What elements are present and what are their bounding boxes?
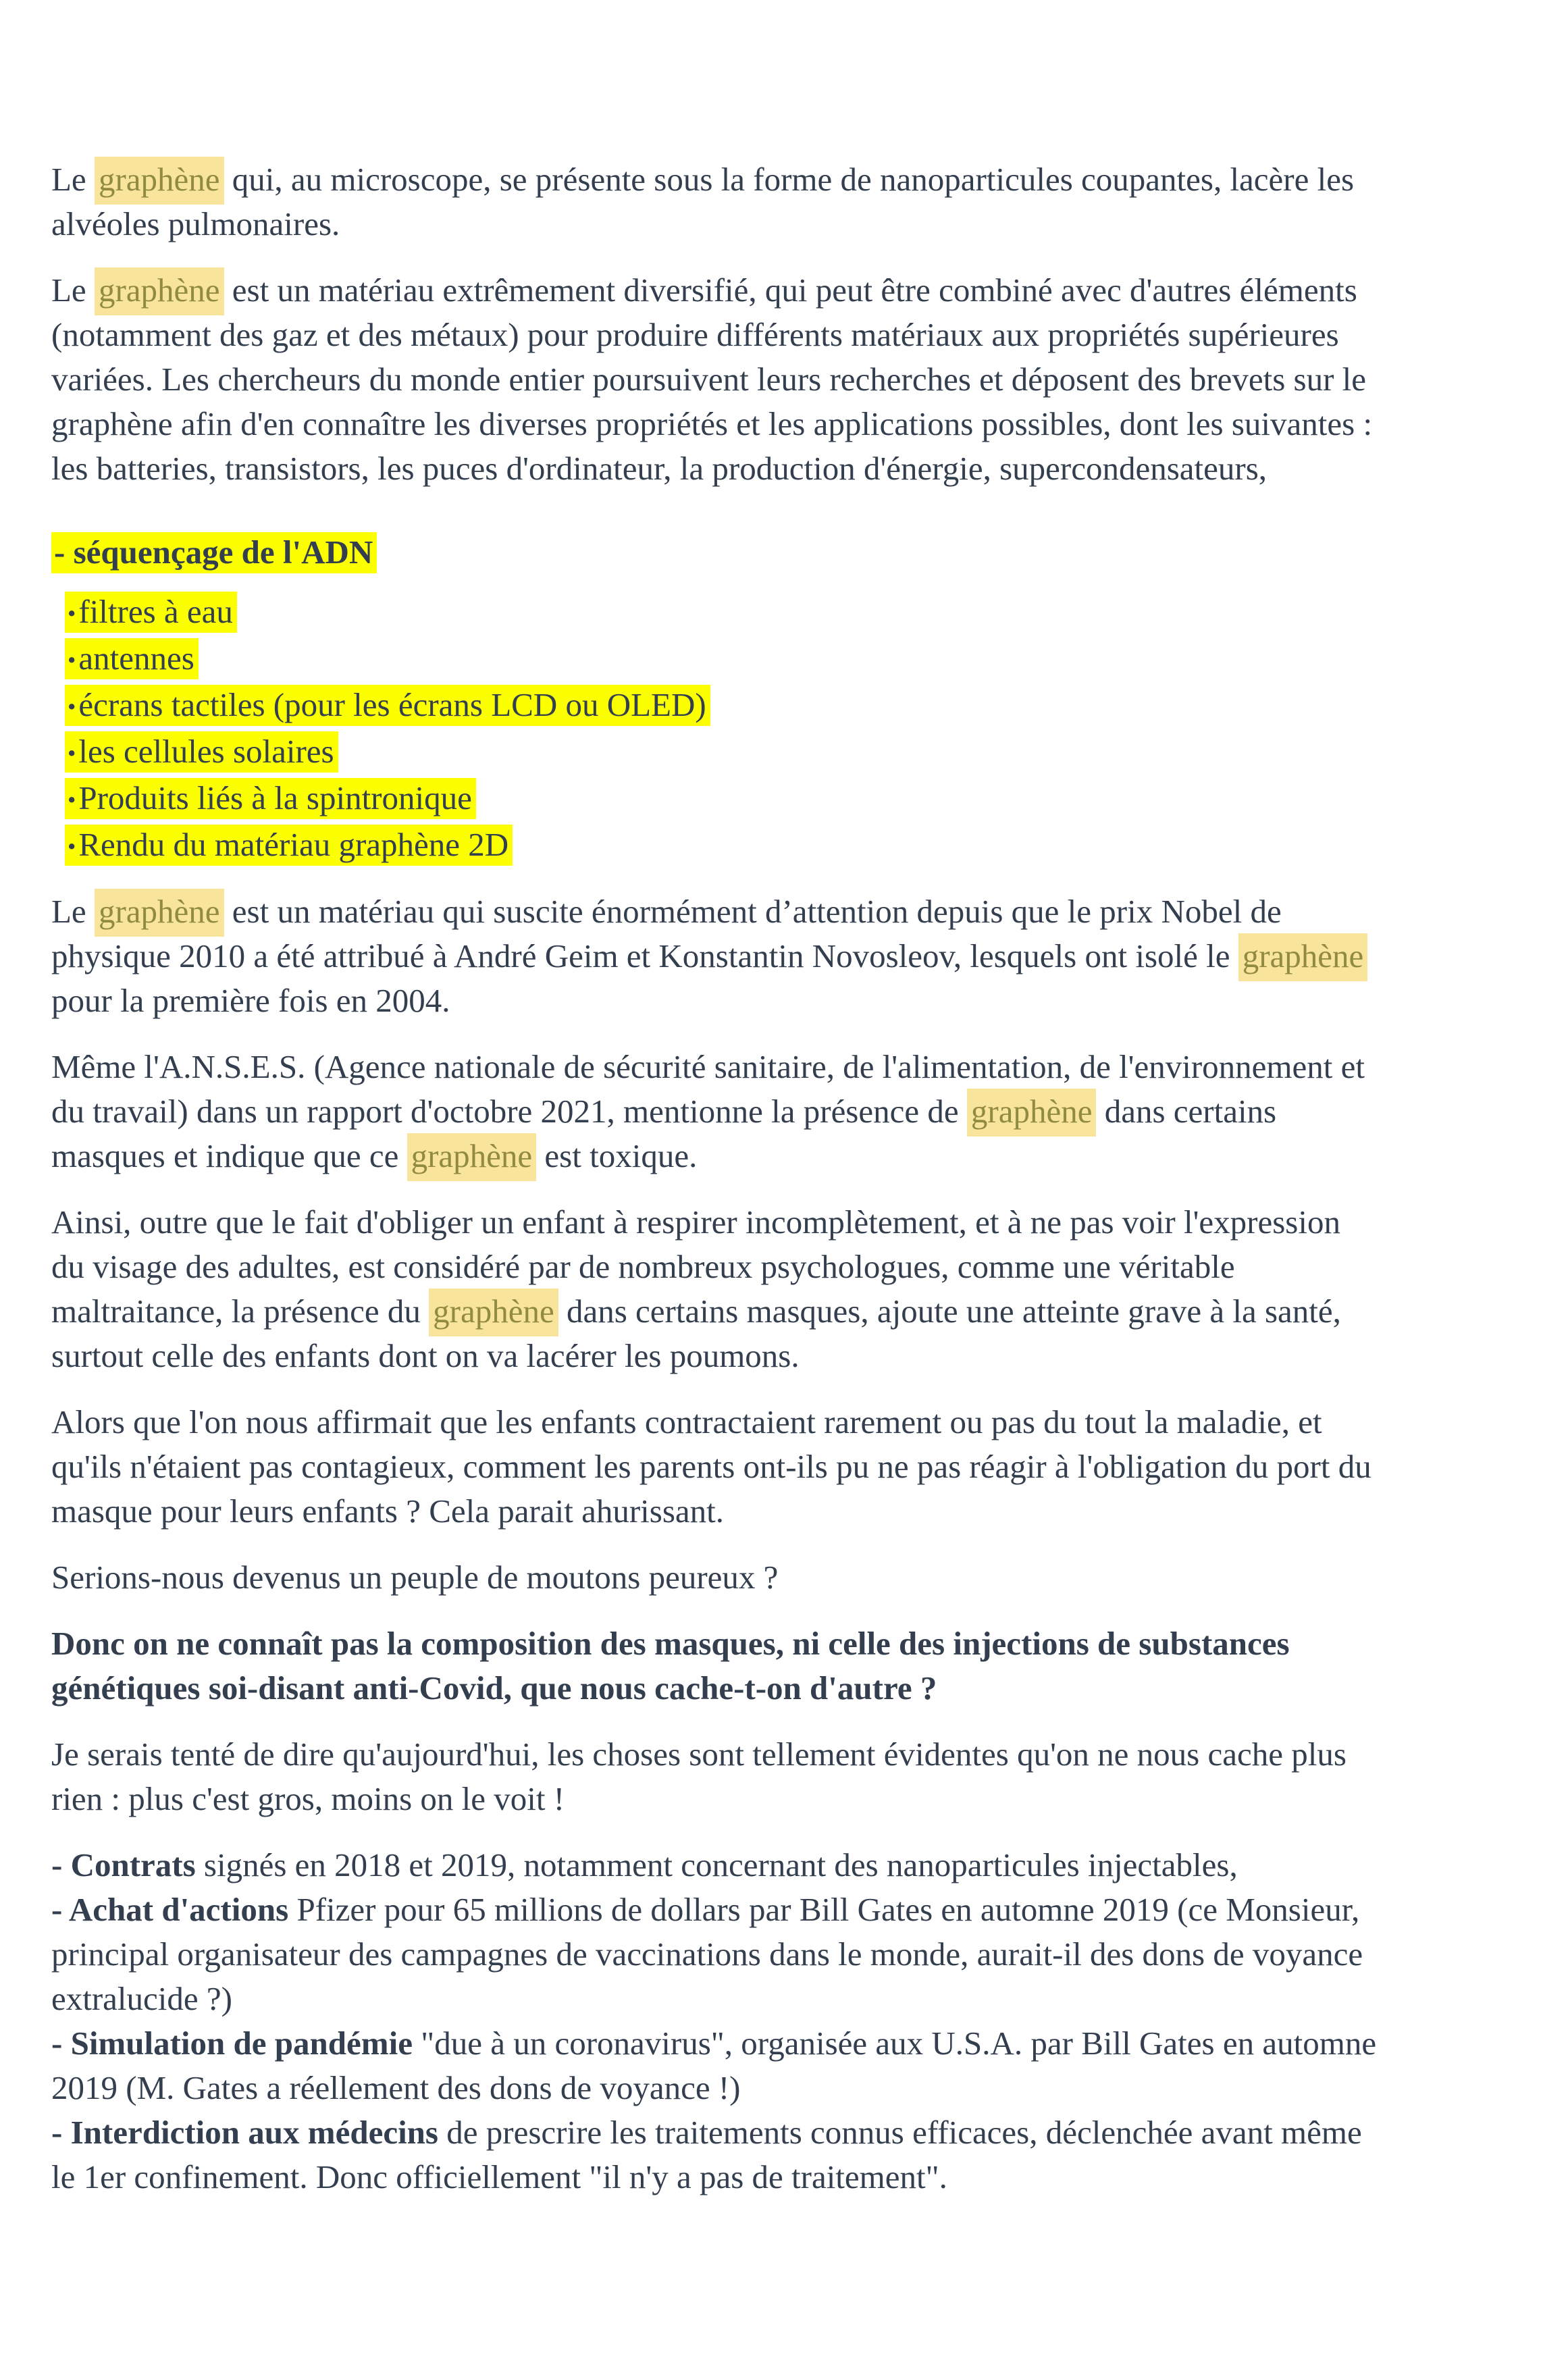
text-run: dans certains masques, ajoute une atteinte grave à la santé, surtout celle des enfants dont on va lacérer les poumons. xyxy=(51,1293,1341,1374)
document-content xyxy=(51,157,1378,2199)
soft-highlighted-term: graphène xyxy=(95,889,224,937)
bullet-icon: • xyxy=(68,787,76,813)
text-run: Le xyxy=(51,893,95,930)
list-item-label: écrans tactiles (pour les écrans LCD ou OLED) xyxy=(78,686,706,723)
soft-highlighted-term: graphène xyxy=(95,157,224,205)
list-accusations xyxy=(51,1843,1378,2199)
heading-sequencage-adn xyxy=(51,530,1378,575)
bright-highlighted-text xyxy=(65,778,476,819)
para-graphene-nanoparticules xyxy=(51,157,1378,246)
bright-highlighted-text xyxy=(65,592,237,633)
text-run: dans certains masques et indique que ce xyxy=(51,1093,1277,1174)
bright-highlighted-text xyxy=(65,685,710,726)
para-evidentes xyxy=(51,1732,1378,1821)
bold-text-run: - Achat d'actions xyxy=(51,1891,289,1928)
bullet-icon: • xyxy=(68,694,76,720)
para-maltraitance xyxy=(51,1200,1378,1378)
bold-text-run: - Interdiction aux médecins xyxy=(51,2114,438,2151)
text-run: de prescrire les traitements connus efficaces, déclenchée avant même le 1er confinement. Donc officiellement "il n'y a pas de traitement". xyxy=(51,2114,1362,2195)
list-item-label: les cellules solaires xyxy=(78,733,334,770)
list-item xyxy=(51,636,1378,683)
text-run: qui, au microscope, se présente sous la forme de nanoparticules coupantes, lacère les alvéoles pulmonaires. xyxy=(51,161,1355,242)
text-run: Alors que l'on nous affirmait que les enfants contractaient rarement ou pas du tout la maladie, et qu'ils n'étaient pas contagieux, comment les parents ont-ils pu ne pas réagir à l'obligation du port du masque pour leurs enfants ? Cela parait ahurissant. xyxy=(51,1403,1371,1530)
list-item-label: antennes xyxy=(78,640,194,677)
soft-highlighted-term: graphène xyxy=(407,1133,537,1181)
list-item xyxy=(51,590,1378,636)
soft-highlighted-term: graphène xyxy=(95,267,224,315)
bold-text-run: - Simulation de pandémie xyxy=(51,2025,413,2062)
list-item xyxy=(51,683,1378,729)
text-run: Le xyxy=(51,271,95,309)
list-item xyxy=(51,729,1378,776)
para-moutons-peureux xyxy=(51,1555,1378,1600)
soft-highlighted-term: graphène xyxy=(429,1288,558,1336)
bright-highlighted-text xyxy=(65,825,513,866)
text-run: pour la première fois en 2004. xyxy=(51,982,450,1019)
text-run: est toxique. xyxy=(536,1137,698,1174)
bright-highlighted-text: - séquençage de l'ADN xyxy=(51,532,377,573)
para-anses-rapport xyxy=(51,1045,1378,1178)
list-item-label: Rendu du matériau graphène 2D xyxy=(78,826,509,863)
para-prix-nobel xyxy=(51,889,1378,1023)
bullet-icon: • xyxy=(68,740,76,766)
bold-text-run: - Contrats xyxy=(51,1846,196,1883)
para-composition-masques xyxy=(51,1621,1378,1711)
text-run: Ainsi, outre que le fait d'obliger un enfant à respirer incomplètement, et à ne pas voir l'expression du visage des adultes, est considéré par de nombreux psychologues, comme une véritable maltraitance, la présence du xyxy=(51,1203,1340,1330)
list-item-label: filtres à eau xyxy=(78,593,233,630)
text-run: est un matériau qui suscite énormément d’attention depuis que le prix Nobel de physique 2010 a été attribué à André Geim et Konstantin Novosleov, lesquels ont isolé le xyxy=(51,893,1282,974)
bright-highlighted-text xyxy=(65,731,338,773)
text-run: Serions-nous devenus un peuple de moutons peureux ? xyxy=(51,1559,779,1596)
applications-list xyxy=(51,590,1378,869)
text-run: Le xyxy=(51,161,95,198)
bright-highlighted-text xyxy=(65,638,199,679)
soft-highlighted-term: graphène xyxy=(1238,933,1368,981)
bullet-icon: • xyxy=(68,833,76,860)
para-graphene-materiau-diversifie xyxy=(51,268,1378,491)
bullet-icon: • xyxy=(68,600,76,627)
list-item xyxy=(51,776,1378,823)
bullet-icon: • xyxy=(68,647,76,673)
text-run: Même l'A.N.S.E.S. (Agence nationale de sécurité sanitaire, de l'alimentation, de l'environnement et du travail) dans un rapport d'octobre 2021, mentionne la présence de xyxy=(51,1048,1365,1130)
bold-text-run: Donc on ne connaît pas la composition des masques, ni celle des injections de substances génétiques soi-disant anti-Covid, que nous cache-t-on d'autre ? xyxy=(51,1625,1290,1707)
text-run: signés en 2018 et 2019, notamment concernant des nanoparticules injectables, xyxy=(195,1846,1238,1883)
list-item xyxy=(51,823,1378,869)
list-item-label: Produits liés à la spintronique xyxy=(78,779,472,816)
para-parents-reaction xyxy=(51,1400,1378,1534)
text-run: est un matériau extrêmement diversifié, qui peut être combiné avec d'autres éléments (notamment des gaz et des métaux) pour produire différents matériaux aux propriétés supérieures variées. Les chercheurs du monde entier poursuivent leurs recherches et déposent des brevets sur le graphène afin d'en connaître les diverses propriétés et les applications possibles, dont les suivantes : les batteries, transistors, les puces d'ordinateur, la production d'énergie, supercondensateurs, xyxy=(51,271,1373,487)
text-run: Je serais tenté de dire qu'aujourd'hui, les choses sont tellement évidentes qu'on ne nous cache plus rien : plus c'est gros, moins on le voit ! xyxy=(51,1736,1347,1817)
soft-highlighted-term: graphène xyxy=(967,1089,1097,1137)
text-run: Pfizer pour 65 millions de dollars par Bill Gates en automne 2019 (ce Monsieur, principal organisateur des campagnes de vaccinations dans le monde, aurait-il des dons de voyance extralucide ?) xyxy=(51,1891,1363,2017)
text-run: "due à un coronavirus", organisée aux U.S.A. par Bill Gates en automne 2019 (M. Gates a réellement des dons de voyance !) xyxy=(51,2025,1377,2106)
